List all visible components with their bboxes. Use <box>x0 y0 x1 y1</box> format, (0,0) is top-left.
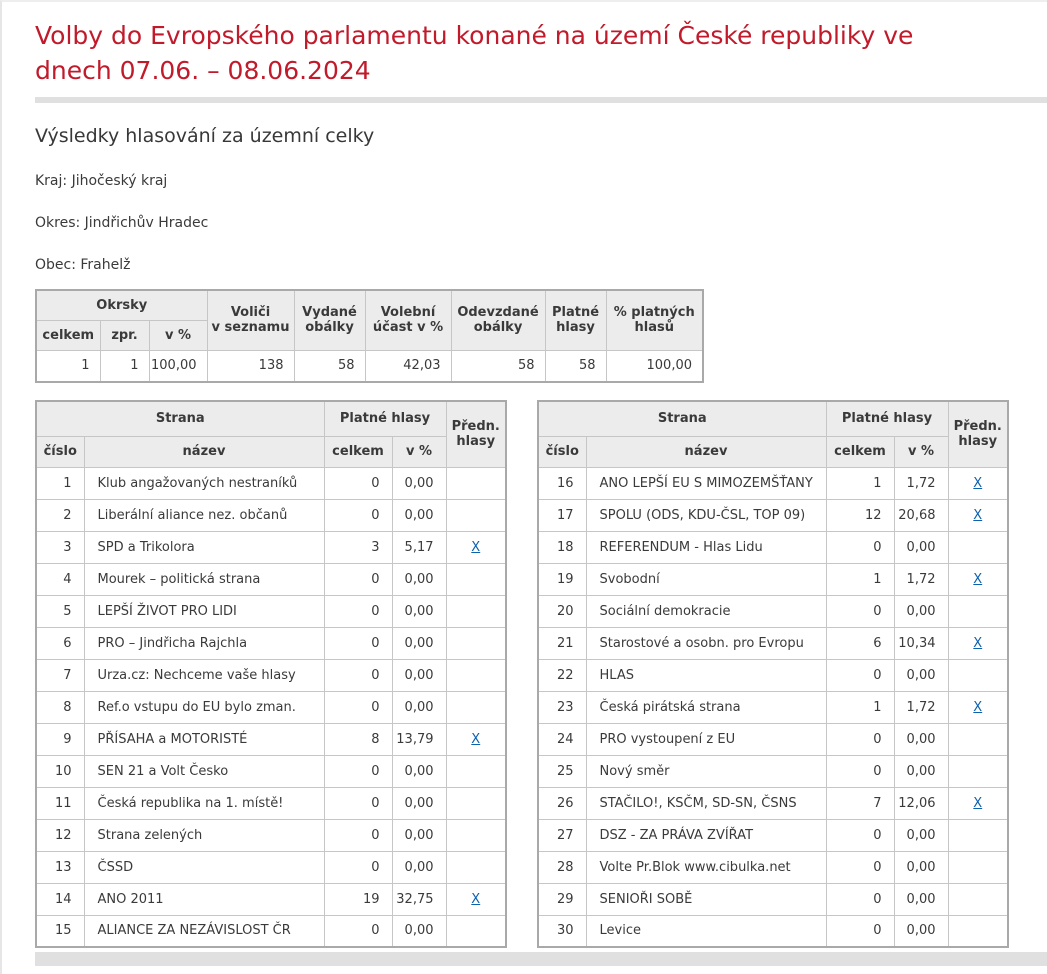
party-name-cell: Volte Pr.Blok www.cibulka.net <box>586 851 826 883</box>
party-percent-cell: 1,72 <box>894 467 948 499</box>
summary-table <box>35 289 704 383</box>
party-pref-cell <box>446 851 506 883</box>
party-votes-cell: 0 <box>826 723 894 755</box>
party-row <box>36 499 506 531</box>
party-pref-cell <box>948 691 1008 723</box>
party-name-cell: SPOLU (ODS, KDU-ČSL, TOP 09) <box>586 499 826 531</box>
party-pref-cell <box>948 467 1008 499</box>
party-votes-cell: 0 <box>324 563 392 595</box>
party-votes-cell: 0 <box>826 883 894 915</box>
party-name-cell: Sociální demokracie <box>586 595 826 627</box>
party-pref-cell <box>446 755 506 787</box>
party-row <box>538 755 1008 787</box>
party-pref-cell <box>446 883 506 915</box>
party-header-cislo: číslo <box>538 436 586 467</box>
party-row <box>538 499 1008 531</box>
region-kraj: Kraj: Jihočeský kraj <box>35 173 168 189</box>
party-row <box>36 723 506 755</box>
party-name-cell: Liberální aliance nez. občanů <box>84 499 324 531</box>
party-header-platne-hlasy: Platné hlasy <box>324 401 446 436</box>
party-votes-cell: 1 <box>826 467 894 499</box>
party-name-cell: Česká republika na 1. místě! <box>84 787 324 819</box>
party-percent-cell: 0,00 <box>392 563 446 595</box>
party-name-cell: Mourek – politická strana <box>84 563 324 595</box>
party-votes-cell: 8 <box>324 723 392 755</box>
party-percent-cell: 0,00 <box>894 595 948 627</box>
party-name-cell: PŘÍSAHA a MOTORISTÉ <box>84 723 324 755</box>
party-votes-cell: 1 <box>826 563 894 595</box>
party-percent-cell: 0,00 <box>392 691 446 723</box>
party-pref-cell <box>446 595 506 627</box>
party-number-cell: 14 <box>36 883 84 915</box>
party-row <box>538 851 1008 883</box>
party-number-cell: 5 <box>36 595 84 627</box>
party-number-cell: 11 <box>36 787 84 819</box>
party-percent-cell: 0,00 <box>392 499 446 531</box>
party-row <box>36 691 506 723</box>
party-header-celkem: celkem <box>324 436 392 467</box>
summary-header-okrsky: Okrsky <box>36 290 207 320</box>
party-percent-cell: 0,00 <box>894 915 948 947</box>
party-votes-cell: 0 <box>324 499 392 531</box>
preferential-votes-link[interactable]: X <box>973 571 983 587</box>
party-votes-cell: 12 <box>826 499 894 531</box>
title-divider <box>35 97 1047 103</box>
party-name-cell: PRO – Jindřicha Rajchla <box>84 627 324 659</box>
party-name-cell: SEN 21 a Volt Česko <box>84 755 324 787</box>
party-row <box>36 531 506 563</box>
party-name-cell: Svobodní <box>586 563 826 595</box>
party-percent-cell: 0,00 <box>894 755 948 787</box>
party-percent-cell: 0,00 <box>392 819 446 851</box>
party-percent-cell: 0,00 <box>392 915 446 947</box>
party-number-cell: 6 <box>36 627 84 659</box>
section-title: Výsledky hlasování za územní celky <box>35 125 375 147</box>
preferential-votes-link[interactable]: X <box>973 635 983 651</box>
party-number-cell: 30 <box>538 915 586 947</box>
okrsky-celkem-value: 1 <box>36 350 100 382</box>
summary-header-zpr: zpr. <box>100 320 149 350</box>
party-votes-cell: 0 <box>826 851 894 883</box>
party-number-cell: 24 <box>538 723 586 755</box>
party-header-nazev: název <box>84 436 324 467</box>
party-number-cell: 7 <box>36 659 84 691</box>
party-name-cell: DSZ - ZA PRÁVA ZVÍŘAT <box>586 819 826 851</box>
party-votes-cell: 1 <box>826 691 894 723</box>
party-pref-cell <box>948 595 1008 627</box>
party-row <box>36 915 506 947</box>
party-name-cell: SENIOŘI SOBĚ <box>586 883 826 915</box>
party-name-cell: HLAS <box>586 659 826 691</box>
party-row <box>36 595 506 627</box>
platne-hlasy-value: 58 <box>545 350 606 382</box>
party-number-cell: 4 <box>36 563 84 595</box>
party-number-cell: 19 <box>538 563 586 595</box>
okrsky-zpr-value: 1 <box>100 350 149 382</box>
party-table-right <box>537 400 1009 948</box>
party-number-cell: 9 <box>36 723 84 755</box>
party-pref-cell <box>948 627 1008 659</box>
party-percent-cell: 1,72 <box>894 691 948 723</box>
party-votes-cell: 0 <box>324 787 392 819</box>
party-pref-cell <box>948 819 1008 851</box>
party-row <box>538 595 1008 627</box>
party-votes-cell: 0 <box>826 659 894 691</box>
party-name-cell: LEPŠÍ ŽIVOT PRO LIDI <box>84 595 324 627</box>
party-row <box>36 819 506 851</box>
party-row <box>36 627 506 659</box>
summary-data-row <box>36 350 703 382</box>
party-number-cell: 18 <box>538 531 586 563</box>
party-header-predn-hlasy: Předn. hlasy <box>948 401 1008 467</box>
party-percent-cell: 0,00 <box>894 851 948 883</box>
party-number-cell: 16 <box>538 467 586 499</box>
party-percent-cell: 0,00 <box>392 627 446 659</box>
party-votes-cell: 0 <box>324 819 392 851</box>
summary-header-vydane-obalky: Vydané obálky <box>294 290 365 350</box>
party-row <box>538 691 1008 723</box>
party-number-cell: 15 <box>36 915 84 947</box>
party-name-cell: Urza.cz: Nechceme vaše hlasy <box>84 659 324 691</box>
party-percent-cell: 0,00 <box>894 531 948 563</box>
party-percent-cell: 13,79 <box>392 723 446 755</box>
party-percent-cell: 0,00 <box>392 595 446 627</box>
party-votes-cell: 0 <box>826 915 894 947</box>
party-pref-cell <box>446 691 506 723</box>
party-row <box>36 851 506 883</box>
bottom-divider <box>35 952 1047 966</box>
page-title: Volby do Evropského parlamentu konané na území České republiky ve dnech 07.06. – 08.06.2024 <box>35 21 914 85</box>
party-percent-cell: 0,00 <box>894 883 948 915</box>
party-header-predn-hlasy: Předn. hlasy <box>446 401 506 467</box>
party-name-cell: STAČILO!, KSČM, SD-SN, ČSNS <box>586 787 826 819</box>
party-percent-cell: 0,00 <box>392 659 446 691</box>
party-name-cell: Starostové a osobn. pro Evropu <box>586 627 826 659</box>
party-votes-cell: 0 <box>324 659 392 691</box>
party-name-cell: ALIANCE ZA NEZÁVISLOST ČR <box>84 915 324 947</box>
party-pref-cell <box>948 531 1008 563</box>
party-header-strana: Strana <box>36 401 324 436</box>
party-pref-cell <box>446 915 506 947</box>
party-number-cell: 25 <box>538 755 586 787</box>
party-row <box>36 563 506 595</box>
party-number-cell: 13 <box>36 851 84 883</box>
party-pref-cell <box>948 723 1008 755</box>
preferential-votes-link[interactable]: X <box>973 795 983 811</box>
party-name-cell: Nový směr <box>586 755 826 787</box>
party-number-cell: 10 <box>36 755 84 787</box>
party-number-cell: 3 <box>36 531 84 563</box>
party-percent-cell: 0,00 <box>392 467 446 499</box>
party-row <box>36 467 506 499</box>
party-votes-cell: 0 <box>324 691 392 723</box>
party-name-cell: ANO LEPŠÍ EU S MIMOZEMŠŤANY <box>586 467 826 499</box>
party-row <box>538 883 1008 915</box>
party-name-cell: Levice <box>586 915 826 947</box>
summary-header-platne-hlasy: Platné hlasy <box>545 290 606 350</box>
party-row <box>538 531 1008 563</box>
party-header-platne-hlasy: Platné hlasy <box>826 401 948 436</box>
party-percent-cell: 5,17 <box>392 531 446 563</box>
party-name-cell: Strana zelených <box>84 819 324 851</box>
party-percent-cell: 20,68 <box>894 499 948 531</box>
party-votes-cell: 6 <box>826 627 894 659</box>
party-number-cell: 22 <box>538 659 586 691</box>
party-votes-cell: 0 <box>826 819 894 851</box>
party-percent-cell: 0,00 <box>392 851 446 883</box>
party-number-cell: 12 <box>36 819 84 851</box>
preferential-votes-link[interactable]: X <box>471 539 481 555</box>
party-pref-cell <box>446 563 506 595</box>
party-number-cell: 8 <box>36 691 84 723</box>
party-votes-cell: 0 <box>324 467 392 499</box>
party-number-cell: 2 <box>36 499 84 531</box>
party-number-cell: 28 <box>538 851 586 883</box>
party-name-cell: SPD a Trikolora <box>84 531 324 563</box>
party-pref-cell <box>446 659 506 691</box>
party-pref-cell <box>446 467 506 499</box>
preferential-votes-link[interactable]: X <box>471 891 481 907</box>
volebni-ucast-value: 42,03 <box>365 350 451 382</box>
party-number-cell: 1 <box>36 467 84 499</box>
party-percent-cell: 0,00 <box>894 819 948 851</box>
party-row <box>538 723 1008 755</box>
party-number-cell: 17 <box>538 499 586 531</box>
party-pref-cell <box>948 659 1008 691</box>
party-votes-cell: 0 <box>324 627 392 659</box>
party-percent-cell: 10,34 <box>894 627 948 659</box>
party-pref-cell <box>948 499 1008 531</box>
party-pref-cell <box>446 819 506 851</box>
preferential-votes-link[interactable]: X <box>973 699 983 715</box>
region-okres: Okres: Jindřichův Hradec <box>35 215 209 231</box>
summary-header-volici: Voliči v seznamu <box>207 290 294 350</box>
party-table-left <box>35 400 507 948</box>
summary-header-v-pct: v % <box>149 320 207 350</box>
party-votes-cell: 7 <box>826 787 894 819</box>
party-votes-cell: 0 <box>826 595 894 627</box>
party-pref-cell <box>446 627 506 659</box>
party-name-cell: ANO 2011 <box>84 883 324 915</box>
party-percent-cell: 0,00 <box>894 723 948 755</box>
party-row <box>36 755 506 787</box>
party-number-cell: 27 <box>538 819 586 851</box>
party-row <box>538 627 1008 659</box>
party-number-cell: 29 <box>538 883 586 915</box>
party-number-cell: 26 <box>538 787 586 819</box>
party-header-v-pct: v % <box>392 436 446 467</box>
party-row <box>538 819 1008 851</box>
party-percent-cell: 0,00 <box>894 659 948 691</box>
party-votes-cell: 0 <box>324 595 392 627</box>
party-header-nazev: název <box>586 436 826 467</box>
party-pref-cell <box>948 787 1008 819</box>
party-number-cell: 21 <box>538 627 586 659</box>
party-row <box>538 659 1008 691</box>
party-header-strana: Strana <box>538 401 826 436</box>
party-name-cell: Klub angažovaných nestraníků <box>84 467 324 499</box>
party-percent-cell: 0,00 <box>392 755 446 787</box>
party-row <box>538 915 1008 947</box>
party-name-cell: Česká pirátská strana <box>586 691 826 723</box>
party-percent-cell: 32,75 <box>392 883 446 915</box>
party-row <box>538 467 1008 499</box>
party-votes-cell: 0 <box>826 755 894 787</box>
party-votes-cell: 0 <box>324 755 392 787</box>
party-row <box>538 787 1008 819</box>
party-pref-cell <box>446 499 506 531</box>
party-votes-cell: 0 <box>324 851 392 883</box>
party-percent-cell: 12,06 <box>894 787 948 819</box>
party-votes-cell: 0 <box>324 915 392 947</box>
party-percent-cell: 0,00 <box>392 787 446 819</box>
preferential-votes-link[interactable]: X <box>973 475 983 491</box>
vydane-obalky-value: 58 <box>294 350 365 382</box>
preferential-votes-link[interactable]: X <box>471 731 481 747</box>
volici-v-seznamu-value: 138 <box>207 350 294 382</box>
party-votes-cell: 19 <box>324 883 392 915</box>
summary-header-volebni-ucast: Volební účast v % <box>365 290 451 350</box>
party-pref-cell <box>446 531 506 563</box>
party-tables-container <box>2 400 1047 948</box>
party-pref-cell <box>948 755 1008 787</box>
party-name-cell: Ref.o vstupu do EU bylo zman. <box>84 691 324 723</box>
party-number-cell: 20 <box>538 595 586 627</box>
party-header-cislo: číslo <box>36 436 84 467</box>
preferential-votes-link[interactable]: X <box>973 507 983 523</box>
summary-header-celkem: celkem <box>36 320 100 350</box>
party-votes-cell: 3 <box>324 531 392 563</box>
party-pref-cell <box>948 915 1008 947</box>
party-pref-cell <box>948 883 1008 915</box>
pct-platnych-hlasu-value: 100,00 <box>606 350 703 382</box>
party-header-v-pct: v % <box>894 436 948 467</box>
party-row <box>538 563 1008 595</box>
region-obec: Obec: Frahelž <box>35 257 131 273</box>
party-name-cell: PRO vystoupení z EU <box>586 723 826 755</box>
party-pref-cell <box>948 851 1008 883</box>
odevzdane-obalky-value: 58 <box>451 350 545 382</box>
party-row <box>36 787 506 819</box>
party-pref-cell <box>948 563 1008 595</box>
party-pref-cell <box>446 787 506 819</box>
party-name-cell: REFERENDUM - Hlas Lidu <box>586 531 826 563</box>
party-row <box>36 883 506 915</box>
party-pref-cell <box>446 723 506 755</box>
summary-header-odevzdane-obalky: Odevzdané obálky <box>451 290 545 350</box>
party-percent-cell: 1,72 <box>894 563 948 595</box>
party-header-celkem: celkem <box>826 436 894 467</box>
party-row <box>36 659 506 691</box>
party-number-cell: 23 <box>538 691 586 723</box>
summary-header-pct-platnych: % platných hlasů <box>606 290 703 350</box>
party-votes-cell: 0 <box>826 531 894 563</box>
party-name-cell: ČSSD <box>84 851 324 883</box>
okrsky-v-pct-value: 100,00 <box>149 350 207 382</box>
